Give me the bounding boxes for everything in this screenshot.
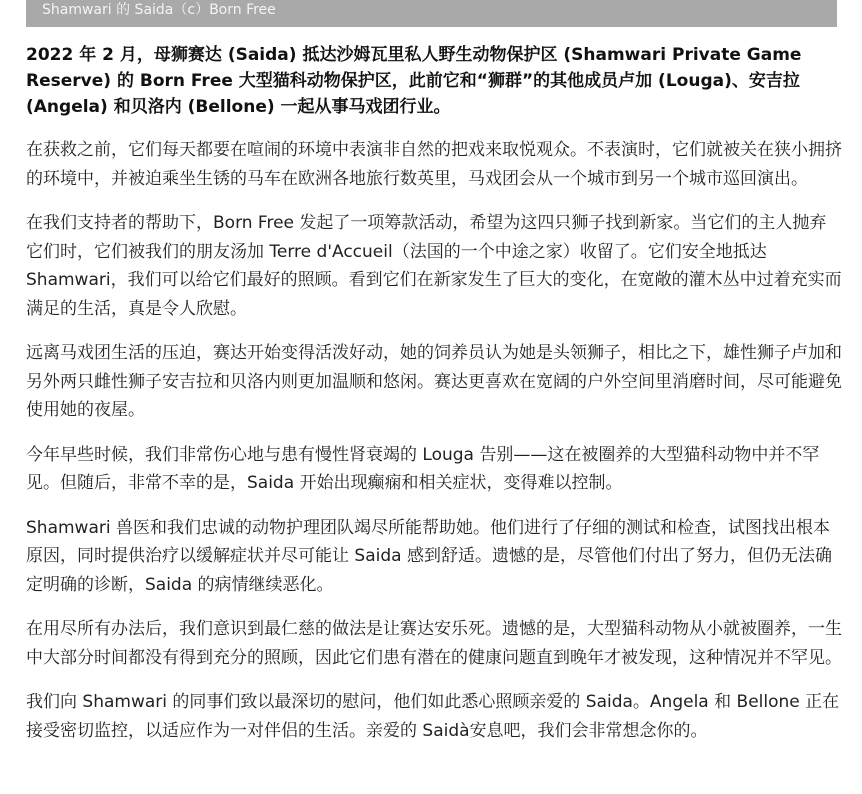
article-body [26, 42, 842, 761]
image-caption: Shamwari 的 Saida（c）Born Free [26, 0, 837, 27]
article-paragraph: 今年早些时候，我们非常伤心地与患有慢性肾衰竭的 Louga 告别——这在被圈养的大型猫科动物中并不罕见。但随后，非常不幸的是，Saida 开始出现癫痫和相关症状，变得难以控制。 [26, 444, 820, 493]
article-lead-paragraph: 2022 年 2 月，母狮赛达 (Saida) 抵达沙姆瓦里私人野生动物保护区 (Shamwari Private Game Reserve) 的 Born Free 大型猫科动物保护区，此前它和“狮群”的其他成员卢加 (Louga)、安吉拉 (Angela) 和贝洛内 (Bellone) 一起从事马戏团行业。 [26, 45, 802, 117]
article-paragraph: 在用尽所有办法后，我们意识到最仁慈的做法是让赛达安乐死。遗憾的是，大型猫科动物从小就被圈养，一生中大部分时间都没有得到充分的照顾，因此它们患有潜在的健康问题直到晚年才被发现，这种情况并不罕见。 [26, 619, 842, 668]
article-paragraph: 在我们支持者的帮助下，Born Free 发起了一项筹款活动，希望为这四只狮子找到新家。当它们的主人抛弃它们时，它们被我们的朋友汤加 Terre d'Accueil（法国的一个中途之家）收留了。它们安全地抵达 Shamwari，我们可以给它们最好的照顾。看到它们在新家发生了巨大的变化，在宽敞的灌木丛中过着充实而满足的生活，真是令人欣慰。 [26, 213, 842, 319]
article-paragraph: 我们向 Shamwari 的同事们致以最深切的慰问，他们如此悉心照顾亲爱的 Saida。Angela 和 Bellone 正在接受密切监控，以适应作为一对伴侣的生活。亲爱的 Saidà安息吧，我们会非常想念你的。 [26, 692, 840, 741]
article-paragraph: 远离马戏团生活的压迫，赛达开始变得活泼好动，她的饲养员认为她是头领狮子，相比之下，雄性狮子卢加和另外两只雌性狮子安吉拉和贝洛内则更加温顺和悠闲。赛达更喜欢在宽阔的户外空间里消磨时间，尽可能避免使用她的夜屋。 [26, 343, 842, 420]
article-paragraph: 在获救之前，它们每天都要在喧闹的环境中表演非自然的把戏来取悦观众。不表演时，它们就被关在狭小拥挤的环境中，并被迫乘坐生锈的马车在欧洲各地旅行数英里，马戏团会从一个城市到另一个城市巡回演出。 [26, 140, 842, 189]
article-paragraph: Shamwari 兽医和我们忠诚的动物护理团队竭尽所能帮助她。他们进行了仔细的测试和检查，试图找出根本原因，同时提供治疗以缓解症状并尽可能让 Saida 感到舒适。遗憾的是，尽管他们付出了努力，但仍无法确定明确的诊断，Saida 的病情继续恶化。 [26, 517, 832, 595]
